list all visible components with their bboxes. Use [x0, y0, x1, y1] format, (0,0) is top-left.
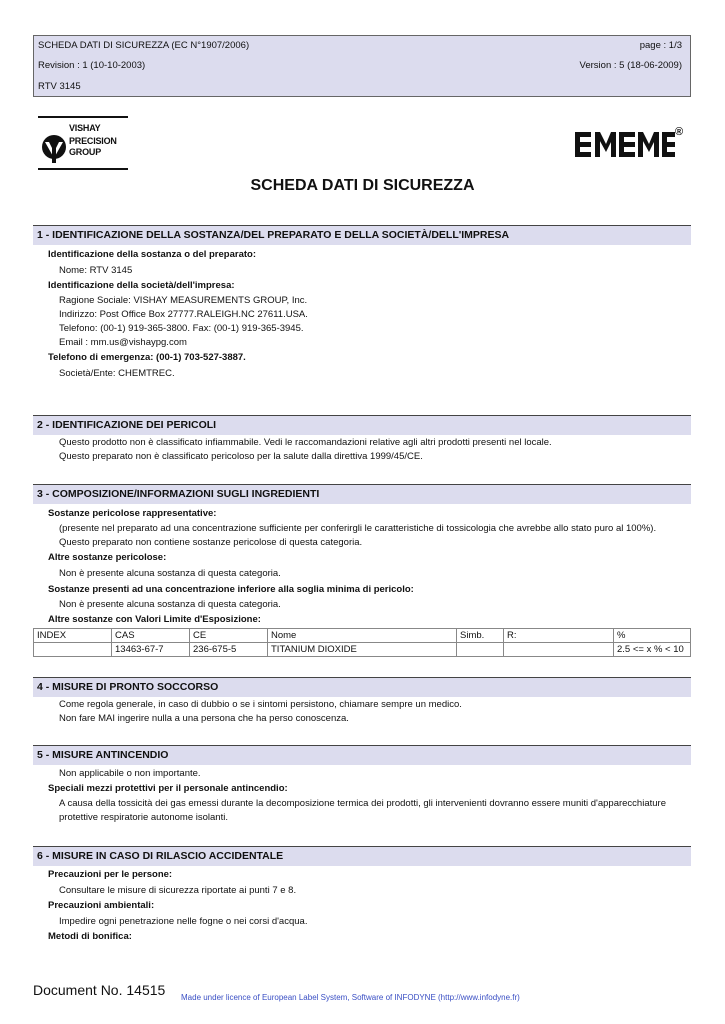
vishay-text-1: VISHAY — [69, 123, 101, 133]
s3-rep-1: (presente nel preparato ad una concentrazione sufficiente per conferirgli le caratteristiche di tossicologia che avrebbe allo stato puro al 100%). — [59, 523, 657, 534]
s1-company-label: Identificazione della società/dell'impresa: — [48, 280, 235, 291]
header-title: SCHEDA DATI DI SICUREZZA (EC N°1907/2006) — [38, 40, 250, 51]
table-header-row — [34, 629, 691, 643]
s3-below: Non è presente alcuna sostanza di questa categoria. — [59, 599, 281, 610]
document-number: Document No. 14515 — [33, 982, 166, 998]
section-3-heading: 3 - COMPOSIZIONE/INFORMAZIONI SUGLI INGREDIENTI — [33, 484, 691, 504]
s4-line-1: Come regola generale, in caso di dubbio o se i sintomi persistono, chiamare sempre un medico. — [59, 699, 462, 710]
s1-id-label: Identificazione della sostanza o del preparato: — [48, 249, 256, 260]
s2-line-1: Questo prodotto non è classificato infiammabile. Vedi le raccomandazioni relative agli altri prodotti presenti nel locale. — [59, 437, 552, 448]
s5-line-1: Non applicabile o non importante. — [59, 768, 201, 779]
s3-exposure-label: Altre sostanze con Valori Limite d'Esposizione: — [48, 614, 261, 625]
vishay-text-2: PRECISION — [69, 136, 117, 146]
logo-rule-bottom — [38, 168, 128, 170]
s3-below-label: Sostanze presenti ad una concentrazione inferiore alla soglia minima di pericolo: — [48, 584, 414, 595]
vishay-text-3: GROUP — [69, 147, 102, 157]
revision-info: Revision : 1 (10-10-2003) — [38, 60, 146, 71]
section-1-heading: 1 - IDENTIFICAZIONE DELLA SOSTANZA/DEL PREPARATO E DELLA SOCIETÀ/DELL'IMPRESA — [33, 225, 691, 245]
s6-env-label: Precauzioni ambientali: — [48, 900, 155, 911]
document-title: SCHEDA DATI DI SICUREZZA — [250, 177, 475, 194]
licence-link[interactable]: Made under licence of European Label System, Software of INFODYNE (http://www.infodyne.fr) — [181, 993, 520, 1002]
s6-persons: Consultare le misure di sicurezza riportate ai punti 7 e 8. — [59, 885, 297, 896]
s1-company: Ragione Sociale: VISHAY MEASUREMENTS GROUP, Inc. — [59, 295, 308, 306]
composition-table — [33, 628, 691, 657]
page-number: page : 1/3 — [639, 40, 682, 51]
s3-other: Non è presente alcuna sostanza di questa categoria. — [59, 568, 281, 579]
table-cell — [504, 643, 614, 657]
s4-line-2: Non fare MAI ingerire nulla a una persona che ha perso conoscenza. — [59, 713, 349, 724]
s1-address: Indirizzo: Post Office Box 27777.RALEIGH.NC 27611.USA. — [59, 309, 308, 320]
s2-line-2: Questo preparato non è classificato pericoloso per la salute dalla direttiva 1999/45/CE. — [59, 451, 423, 462]
s1-phone: Telefono: (00-1) 919-365-3800. Fax: (00-1) 919-365-3945. — [59, 323, 304, 334]
product-code: RTV 3145 — [38, 81, 81, 92]
vishay-emblem-icon — [41, 134, 67, 164]
table-header-cell: % — [614, 629, 691, 643]
document-header — [33, 35, 691, 97]
table-header-cell: Simb. — [457, 629, 504, 643]
table-header-cell: CE — [190, 629, 268, 643]
table-cell: TITANIUM DIOXIDE — [268, 643, 457, 657]
header-row-3 — [38, 81, 682, 92]
table-cell — [34, 643, 112, 657]
version-info: Version : 5 (18-06-2009) — [579, 60, 682, 71]
table-header-cell: R: — [504, 629, 614, 643]
table-header-cell: CAS — [112, 629, 190, 643]
table-cell: 2.5 <= x % < 10 — [614, 643, 691, 657]
s6-persons-label: Precauzioni per le persone: — [48, 869, 173, 880]
s1-name: Nome: RTV 3145 — [59, 265, 133, 276]
s1-entity: Società/Ente: CHEMTREC. — [59, 368, 175, 379]
s3-rep-2: Questo preparato non contiene sostanze pericolose di questa categoria. — [59, 537, 363, 548]
logo-rule-top — [38, 116, 128, 118]
s5-line-2: A causa della tossicità dei gas emessi durante la decomposizione termica dei prodotti, gli intervenienti dovranno essere muniti d'apparecchiature — [59, 798, 666, 809]
table-cell — [457, 643, 504, 657]
header-row-2 — [38, 60, 682, 71]
meme-logo-graphic — [575, 126, 675, 164]
section-2-heading: 2 - IDENTIFICAZIONE DEI PERICOLI — [33, 415, 691, 435]
table-header-cell: Nome — [268, 629, 457, 643]
section-4-heading: 4 - MISURE DI PRONTO SOCCORSO — [33, 677, 691, 697]
table-cell: 236-675-5 — [190, 643, 268, 657]
s1-email[interactable]: Email : mm.us@vishaypg.com — [59, 337, 187, 348]
section-6-heading: 6 - MISURE IN CASO DI RILASCIO ACCIDENTALE — [33, 846, 691, 866]
s5-protect-label: Speciali mezzi protettivi per il personale antincendio: — [48, 783, 288, 794]
s3-rep-label: Sostanze pericolose rappresentative: — [48, 508, 217, 519]
s6-cleanup-label: Metodi di bonifica: — [48, 931, 132, 942]
s1-emergency-phone: Telefono di emergenza: (00-1) 703-527-3887. — [48, 352, 246, 363]
header-row-1 — [38, 40, 682, 51]
s5-line-3: protettive respiratorie autonome isolanti. — [59, 812, 228, 823]
meme-logo — [575, 126, 687, 166]
vishay-logo — [38, 116, 128, 172]
s3-other-label: Altre sostanze pericolose: — [48, 552, 167, 563]
table-cell: 13463-67-7 — [112, 643, 190, 657]
s6-env: Impedire ogni penetrazione nelle fogne o nei corsi d'acqua. — [59, 916, 308, 927]
table-row — [34, 643, 691, 657]
section-5-heading: 5 - MISURE ANTINCENDIO — [33, 745, 691, 765]
table-header-cell: INDEX — [34, 629, 112, 643]
registered-mark: ® — [675, 126, 684, 138]
